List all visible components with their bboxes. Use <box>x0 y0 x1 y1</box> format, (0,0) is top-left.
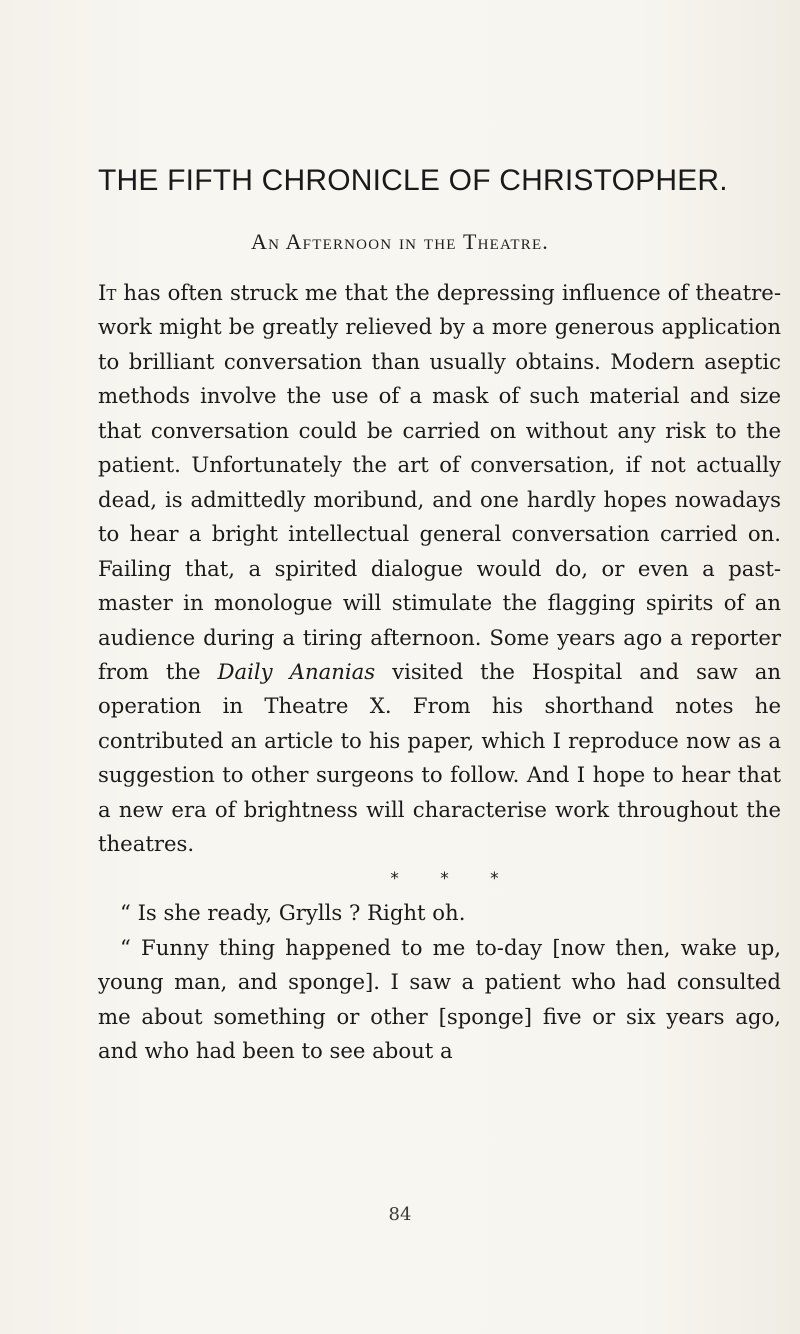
page-number: 84 <box>388 1204 412 1225</box>
section-separator: * * * <box>390 868 505 889</box>
dialogue-paragraph-1: “ Is she ready, Grylls ? Right oh. <box>120 900 466 926</box>
body-text <box>98 276 781 1068</box>
paragraph-intro-part1: has often struck me that the depressing influence of theatre-work might be greatly relieved by a more generous application to brilliant conversation than usually obtains. Modern aseptic methods involve the use of a mask of such material and size that conversation could be carried on without any risk to the patient. Unfortunately the art of conversation, if not actually dead, is admittedly moribund, and one hardly hopes nowadays to hear a bright intellectual general conversation carried on. Failing that, a spirited dialogue would do, or even a past-master in monologue will stimulate the flagging spirits of an audience during a tiring afternoon. Some years ago a reporter from the <box>98 280 781 684</box>
newspaper-name: Daily Ananias <box>217 658 376 684</box>
dialogue-paragraph-2: “ Funny thing happened to me to-day [now then, wake up, young man, and sponge]. I saw a patient who had consulted me about something or other [sponge] five or six years ago, and who had been to see about a <box>98 934 781 1063</box>
section-title: An Afternoon in the Theatre. <box>250 229 550 254</box>
paragraph-intro <box>98 276 781 862</box>
paragraph-lead-word: It <box>98 280 117 305</box>
paragraph-intro-part2: visited the Hospital and saw an operation in Theatre X. From his shorthand notes he contributed an article to his paper, which I reproduce now as a suggestion to other surgeons to follow. And I hope to hear that a new era of brightness will characterise work throughout the theatres. <box>98 658 781 857</box>
chapter-title: THE FIFTH CHRONICLE OF CHRISTOPHER. <box>98 164 728 197</box>
